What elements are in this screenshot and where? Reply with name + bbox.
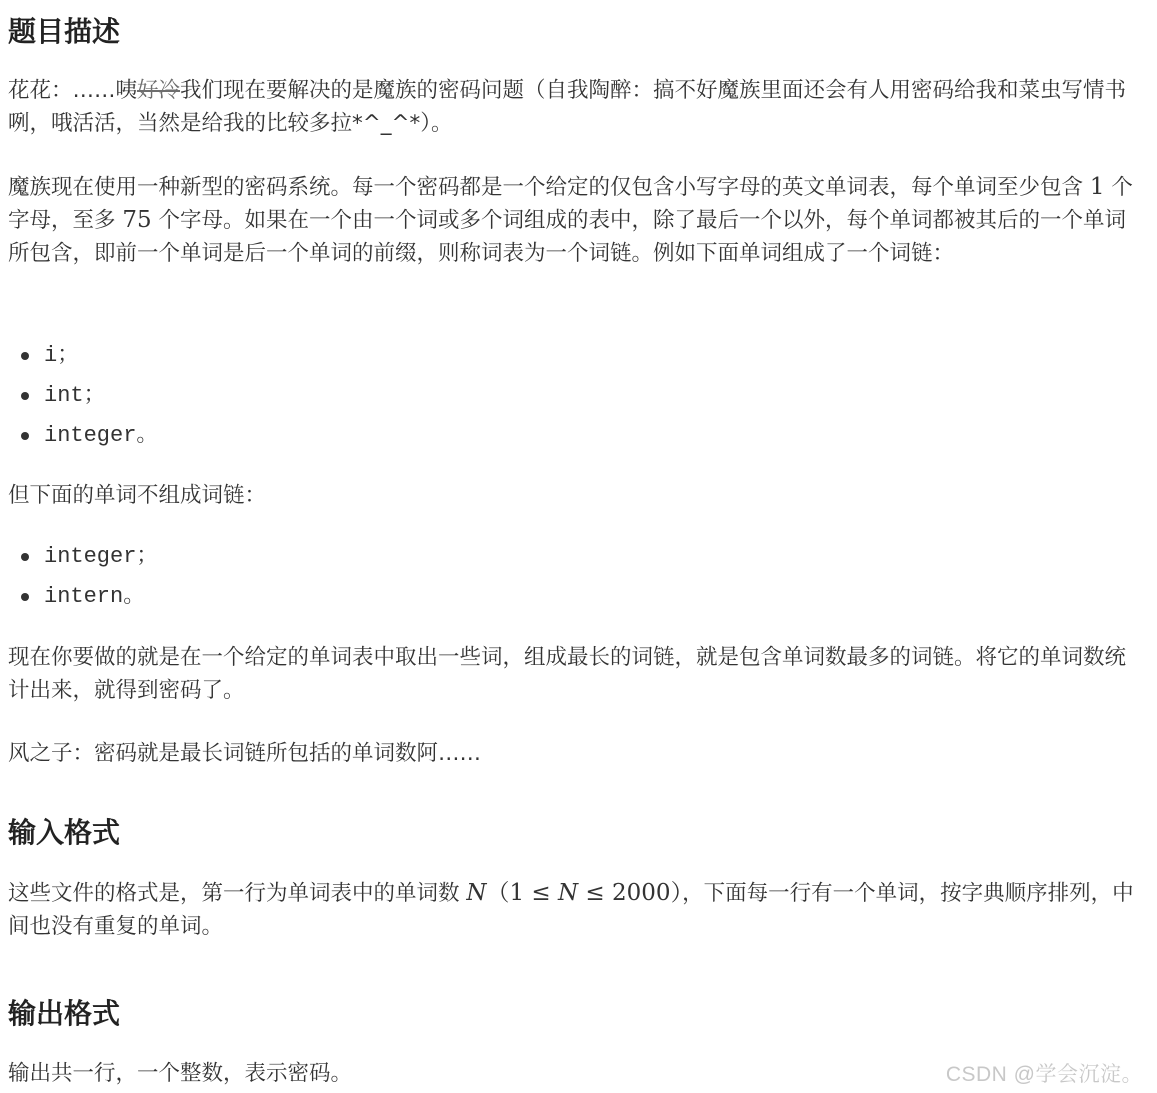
paragraph-task: 现在你要做的就是在一个给定的单词表中取出一些词，组成最长的词链，就是包含单词数最多的词链。将它的单词数统计出来，就得到密码了。 xyxy=(8,645,1127,703)
paragraph-password-system xyxy=(8,171,1143,270)
example-punct: 。 xyxy=(123,583,145,608)
math-n-range xyxy=(486,880,682,906)
input-format-text-1: 这些文件的格式是，第一行为单词表中的单词数 xyxy=(8,881,467,906)
paragraph-not-chain: 但下面的单词不组成词链： xyxy=(8,483,267,508)
math-paren-close: ） xyxy=(670,880,683,906)
math-range-lower: 1 ≤ xyxy=(509,880,558,906)
example-punct: ； xyxy=(57,342,79,367)
section-heading-input: 输入格式 xyxy=(8,816,121,849)
huahua-text-start: 花花：……咦 xyxy=(8,78,138,103)
math-range-upper: ≤ 2000 xyxy=(578,880,671,906)
paragraph-huahua xyxy=(8,74,1143,140)
non-chain-example-list xyxy=(8,536,1143,616)
list-item xyxy=(8,415,1143,455)
example-word: int xyxy=(44,383,84,408)
example-punct: ； xyxy=(83,382,106,407)
password-system-text-1: 魔族现在使用一种新型的密码系统。每一个密码都是一个给定的仅包含小写字母的英文单词表，每个单词至少包含 xyxy=(8,175,1090,200)
math-max-letters: 75 xyxy=(122,207,152,233)
example-word: integer xyxy=(44,423,137,448)
math-paren-open: （ xyxy=(486,880,510,906)
example-word: intern xyxy=(44,584,124,609)
example-punct: ； xyxy=(136,543,158,568)
list-item xyxy=(8,375,1143,415)
list-item xyxy=(8,576,1143,616)
section-heading-output: 输出格式 xyxy=(8,997,121,1030)
math-n-symbol: N xyxy=(466,880,487,906)
list-item xyxy=(8,335,1143,375)
input-format-text-2: ，下面每一行有一个单词，按字典顺序排列，中间也没有重复的单词。 xyxy=(8,881,1134,939)
list-item xyxy=(8,536,1143,576)
paragraph-output-format: 输出共一行，一个整数，表示密码。 xyxy=(8,1061,353,1086)
password-system-text-2: 个字母，至多 xyxy=(8,175,1133,233)
example-punct: 。 xyxy=(136,422,158,447)
example-word: i xyxy=(44,343,58,368)
math-range-n: N xyxy=(558,880,579,906)
math-n xyxy=(466,880,486,906)
strikethrough-text: 好冷 xyxy=(137,78,181,103)
paragraph-input-format xyxy=(8,877,1143,943)
csdn-watermark: CSDN @学会沉淀。 xyxy=(945,1063,1143,1086)
password-system-text-3: 个字母。如果在一个由一个词或多个词组成的表中，除了最后一个以外，每个单词都被其后的一个单词所包含，即前一个单词是后一个单词的前缀，则称词表为一个词链。例如下面单词组成了一个词链： xyxy=(8,208,1126,266)
paragraph-fengzhizi: 风之子：密码就是最长词链所包括的单词数阿…… xyxy=(8,741,482,766)
huahua-text-end: 我们现在要解决的是魔族的密码问题（自我陶醉：搞不好魔族里面还会有人用密码给我和菜虫写情书咧，哦活活，当然是给我的比较多拉*^_^*）。 xyxy=(8,78,1127,136)
section-heading-description: 题目描述 xyxy=(8,15,121,48)
example-word: integer xyxy=(44,544,137,569)
math-min-letters: 1 xyxy=(1089,174,1105,200)
chain-example-list xyxy=(8,335,1143,455)
